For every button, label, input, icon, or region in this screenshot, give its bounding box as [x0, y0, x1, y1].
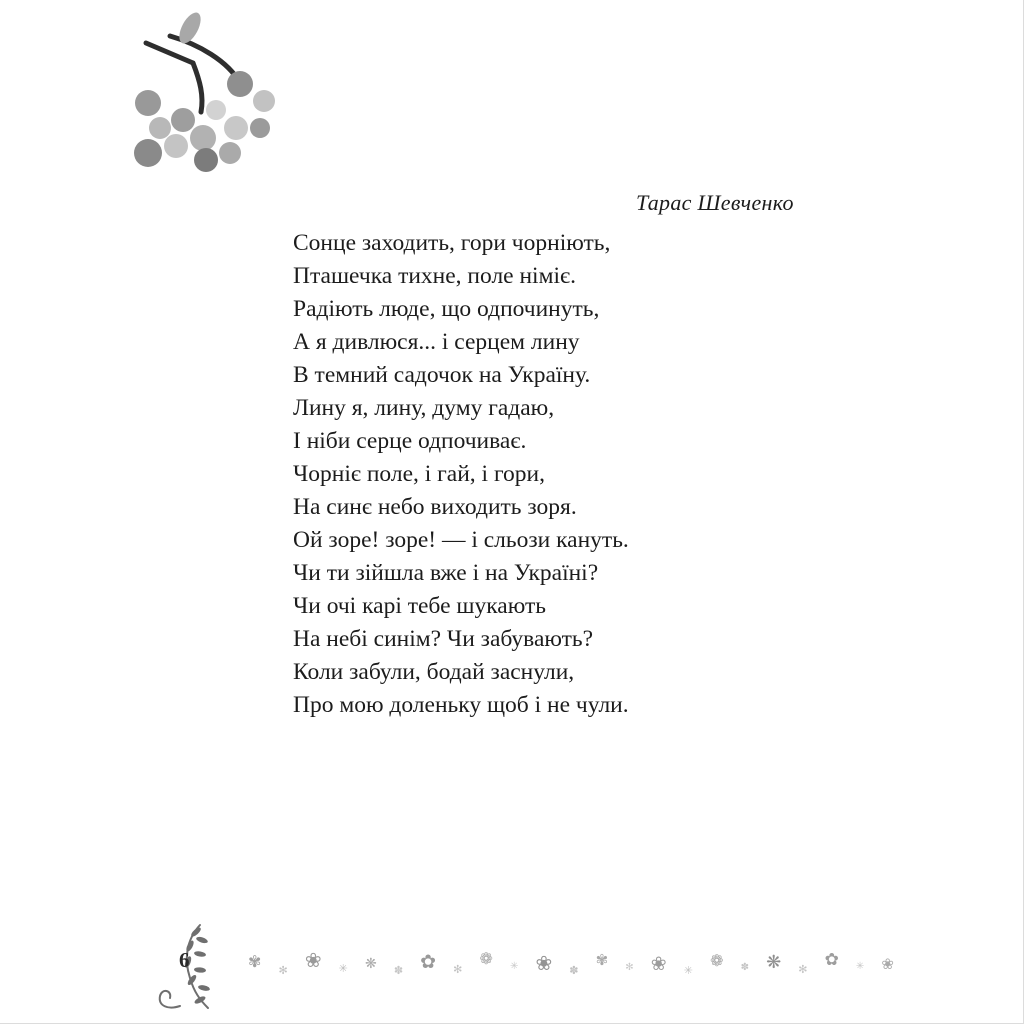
flower-icon: ❀: [650, 952, 667, 975]
flower-icon: ✻: [798, 962, 808, 976]
flower-icon: ✽: [569, 963, 579, 977]
author-name: Тарас Шевченко: [636, 190, 794, 215]
flower-icon: ❀: [535, 951, 553, 975]
poem-line: Сонце заходить, гори чорніють,: [293, 230, 611, 256]
flower-icon: ✾: [595, 950, 609, 969]
flower-icon: ✳: [509, 961, 519, 972]
poem-line: Пташечка тихне, поле німіє.: [293, 263, 576, 289]
poem-line: В темний садочок на Україну.: [293, 362, 591, 388]
flower-icon: ✿: [420, 950, 437, 973]
page-number: 6: [179, 948, 190, 972]
poem-line: Чорніє поле, і гай, і гори,: [293, 461, 545, 487]
flower-icon: ❋: [766, 952, 782, 973]
flower-icon: ❀: [304, 948, 322, 972]
poem-line: Ой зоре! зоре! — і сльози кануть.: [293, 527, 629, 553]
poem-line: Лину я, лину, думу гадаю,: [293, 395, 555, 421]
poem-line: На синє небо виходить зоря.: [293, 494, 577, 520]
poem-line: Чи очі карі тебе шукають: [293, 593, 546, 619]
poem-line: І ніби серце одпочиває.: [293, 428, 527, 454]
poem-line: Радіють люде, що одпочинуть,: [293, 296, 600, 322]
flower-icon: ❀: [881, 954, 894, 973]
poem-line: Коли забули, бодай заснули,: [293, 659, 575, 685]
flower-icon: ❁: [710, 951, 724, 970]
flower-icon: ✻: [453, 962, 463, 976]
flower-icon: ❁: [479, 949, 493, 968]
berry-cluster-icon: [128, 6, 298, 186]
flower-icon: ✻: [278, 963, 288, 977]
flower-icon: ✿: [824, 949, 839, 970]
poem: [293, 227, 629, 722]
flower-icon: ✾: [248, 952, 262, 971]
poem-line: Про мою доленьку щоб і не чули.: [293, 692, 629, 718]
poem-line: Чи ти зійшла вже і на Україні?: [293, 560, 599, 586]
flower-ornament-row: [248, 938, 894, 986]
flower-icon: ✳: [338, 961, 348, 975]
flower-icon: ✻: [625, 962, 634, 973]
flower-icon: ✳: [683, 963, 693, 977]
flower-icon: ❋: [364, 956, 377, 972]
poem-line: А я дивлюся... і серцем лину: [293, 329, 580, 355]
flower-icon: ✽: [393, 963, 404, 977]
flower-icon: ✳: [855, 961, 865, 972]
poem-line: На небі синім? Чи забувають?: [293, 626, 594, 652]
flower-icon: ✽: [740, 962, 749, 973]
